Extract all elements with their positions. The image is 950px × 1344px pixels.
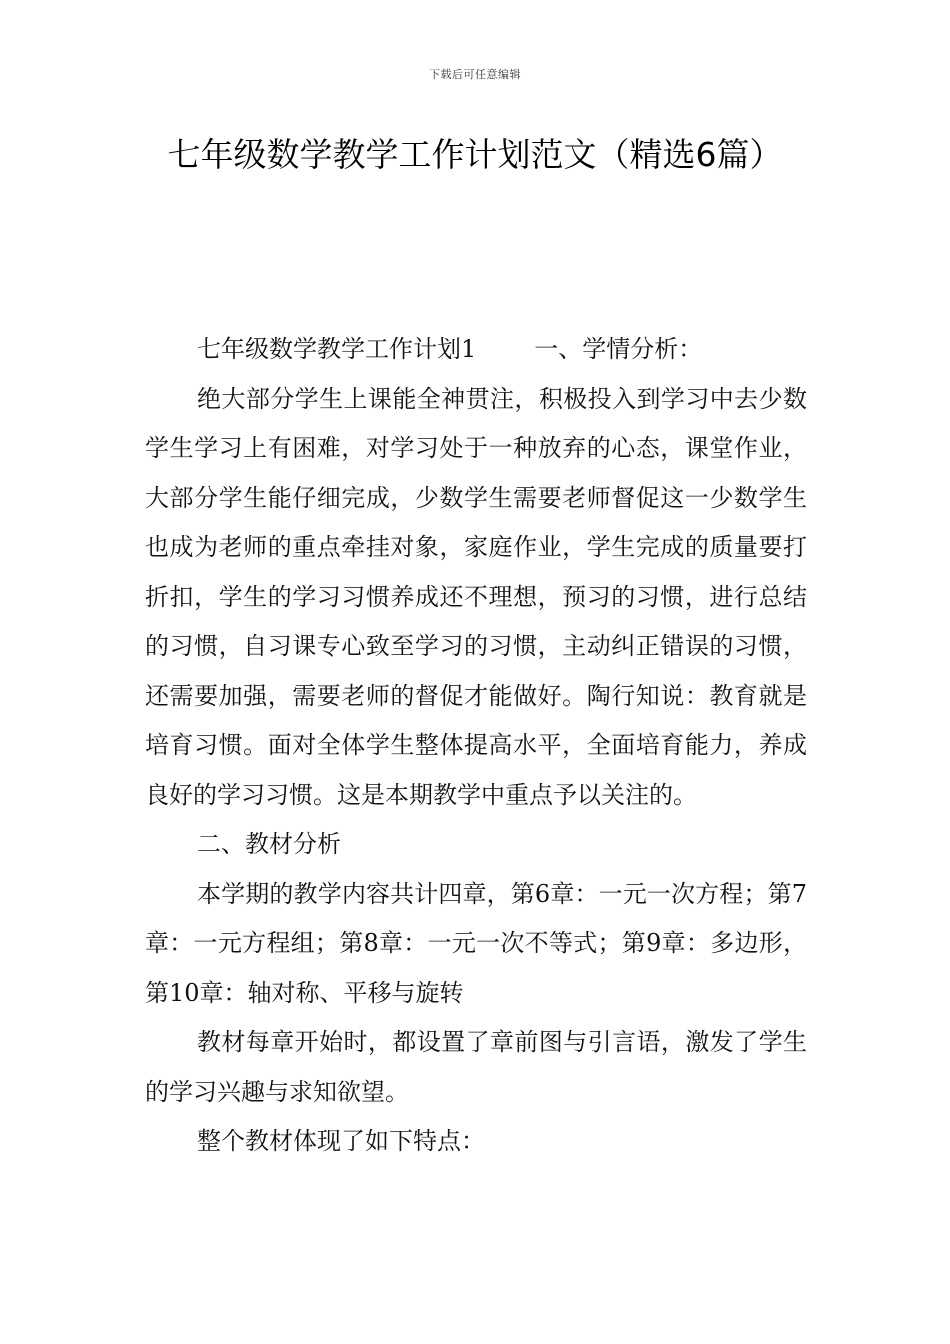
header-note: 下载后可任意编辑 [429, 68, 521, 81]
document-body [145, 325, 807, 1167]
document-title: 七年级数学教学工作计划范文（精选6篇） [167, 135, 783, 174]
section1-heading: 一、学情分析： [534, 335, 703, 363]
paragraph-chapter-intro: 教材每章开始时，都设置了章前图与引言语，激发了学生的学习兴趣与求知欲望。 [145, 1028, 807, 1106]
plan-heading-line [145, 325, 807, 375]
paragraph-features-lead: 整个教材体现了如下特点： [197, 1127, 485, 1155]
section2-heading: 二、教材分析 [197, 830, 341, 858]
paragraph-learning-analysis: 绝大部分学生上课能全神贯注，积极投入到学习中去少数学生学习上有困难，对学习处于一种放弃的心态，课堂作业，大部分学生能仔细完成，少数学生需要老师督促这一少数学生也成为老师的重点牵挂对象，家庭作业，学生完成的质量要打折扣，学生的学习习惯养成还不理想，预习的习惯，进行总结的习惯，自习课专心致至学习的习惯，主动纠正错误的习惯，还需要加强，需要老师的督促才能做好。陶行知说：教育就是培育习惯。面对全体学生整体提高水平，全面培育能力，养成良好的学习习惯。这是本期教学中重点予以关注的。 [145, 384, 807, 809]
paragraph-content-overview: 本学期的教学内容共计四章，第6章：一元一次方程；第7章：一元方程组；第8章：一元一次不等式；第9章：多边形，第10章：轴对称、平移与旋转 [145, 879, 807, 1007]
plan-heading: 七年级数学教学工作计划1 [197, 335, 477, 363]
